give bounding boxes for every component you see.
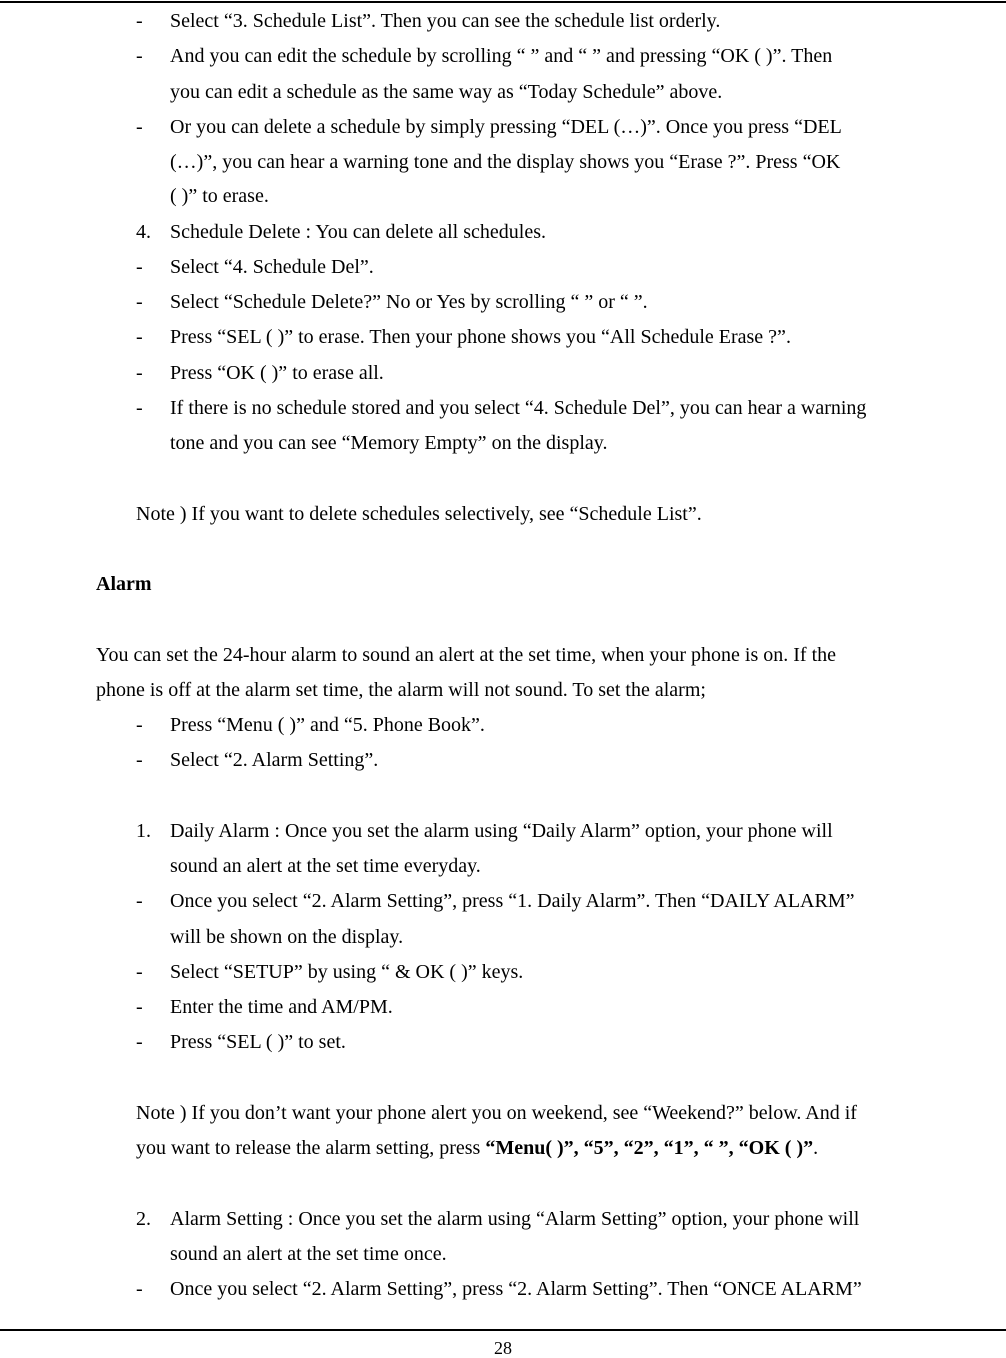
bullet-text: And you can edit the schedule by scrolling “ ” and “ ” and pressing “OK ( )”. Then <box>170 45 833 67</box>
list-number: 2. <box>136 1208 151 1230</box>
bullet-marker: - <box>136 961 143 983</box>
note-bold-keys: “Menu( )”, “5”, “2”, “1”, “ ”, “OK ( )” <box>485 1137 814 1159</box>
note-plain-text: you want to release the alarm setting, press <box>136 1137 486 1159</box>
note-text: Note ) If you don’t want your phone alert you on weekend, see “Weekend?” below. And if <box>136 1102 857 1124</box>
list-item-text: Alarm Setting : Once you set the alarm using “Alarm Setting” option, your phone will <box>170 1208 860 1230</box>
bullet-text: Or you can delete a schedule by simply pressing “DEL (…)”. Once you press “DEL <box>170 116 842 138</box>
bullet-marker: - <box>136 1031 143 1053</box>
bullet-text: Press “SEL ( )” to set. <box>170 1031 346 1053</box>
bullet-marker: - <box>136 749 143 771</box>
list-number: 1. <box>136 820 151 842</box>
note-text: Note ) If you want to delete schedules selectively, see “Schedule List”. <box>136 503 702 525</box>
bullet-text: Press “OK ( )” to erase all. <box>170 362 384 384</box>
bullet-marker: - <box>136 397 143 419</box>
bullet-marker: - <box>136 714 143 736</box>
bullet-marker: - <box>136 116 143 138</box>
paragraph-text: You can set the 24-hour alarm to sound an alert at the set time, when your phone is on. If the <box>96 644 837 666</box>
bullet-marker: - <box>136 890 143 912</box>
note-tail: . <box>813 1137 819 1159</box>
bullet-marker: - <box>136 10 143 32</box>
bullet-text: Select “4. Schedule Del”. <box>170 256 374 278</box>
bullet-text: Select “SETUP” by using “ & OK ( )” keys. <box>170 961 524 983</box>
bullet-text: If there is no schedule stored and you select “4. Schedule Del”, you can hear a warning <box>170 397 867 419</box>
bullet-text: Press “SEL ( )” to erase. Then your phone shows you “All Schedule Erase ?”. <box>170 326 791 348</box>
bullet-text: Press “Menu ( )” and “5. Phone Book”. <box>170 714 485 736</box>
bullet-text: Select “3. Schedule List”. Then you can see the schedule list orderly. <box>170 10 721 32</box>
bullet-marker: - <box>136 256 143 278</box>
bullet-marker: - <box>136 291 143 313</box>
bullet-text: Select “2. Alarm Setting”. <box>170 749 379 771</box>
continuation-text: you can edit a schedule as the same way as “Today Schedule” above. <box>170 81 723 103</box>
bullet-text: Enter the time and AM/PM. <box>170 996 393 1018</box>
top-rule <box>0 1 1006 3</box>
bullet-text: Select “Schedule Delete?” No or Yes by scrolling “ ” or “ ”. <box>170 291 648 313</box>
bottom-rule <box>0 1329 1006 1331</box>
bullet-marker: - <box>136 326 143 348</box>
bullet-text: Once you select “2. Alarm Setting”, press “2. Alarm Setting”. Then “ONCE ALARM” <box>170 1278 862 1300</box>
page-number: 28 <box>494 1338 512 1358</box>
list-item-text: Daily Alarm : Once you set the alarm using “Daily Alarm” option, your phone will <box>170 820 833 842</box>
continuation-text: (…)”, you can hear a warning tone and the display shows you “Erase ?”. Press “OK <box>170 151 841 173</box>
continuation-text: sound an alert at the set time once. <box>170 1243 447 1265</box>
continuation-text: tone and you can see “Memory Empty” on the display. <box>170 432 608 454</box>
bullet-text: Once you select “2. Alarm Setting”, press “1. Daily Alarm”. Then “DAILY ALARM” <box>170 890 855 912</box>
list-number: 4. <box>136 221 151 243</box>
continuation-text: ( )” to erase. <box>170 185 269 207</box>
section-heading: Alarm <box>96 573 152 595</box>
list-item-text: Schedule Delete : You can delete all schedules. <box>170 221 546 243</box>
continuation-text: will be shown on the display. <box>170 926 404 948</box>
bullet-marker: - <box>136 996 143 1018</box>
continuation-text: sound an alert at the set time everyday. <box>170 855 481 877</box>
bullet-marker: - <box>136 1278 143 1300</box>
bullet-marker: - <box>136 362 143 384</box>
paragraph-text: phone is off at the alarm set time, the alarm will not sound. To set the alarm; <box>96 679 706 701</box>
note-text <box>136 1136 818 1160</box>
bullet-marker: - <box>136 45 143 67</box>
